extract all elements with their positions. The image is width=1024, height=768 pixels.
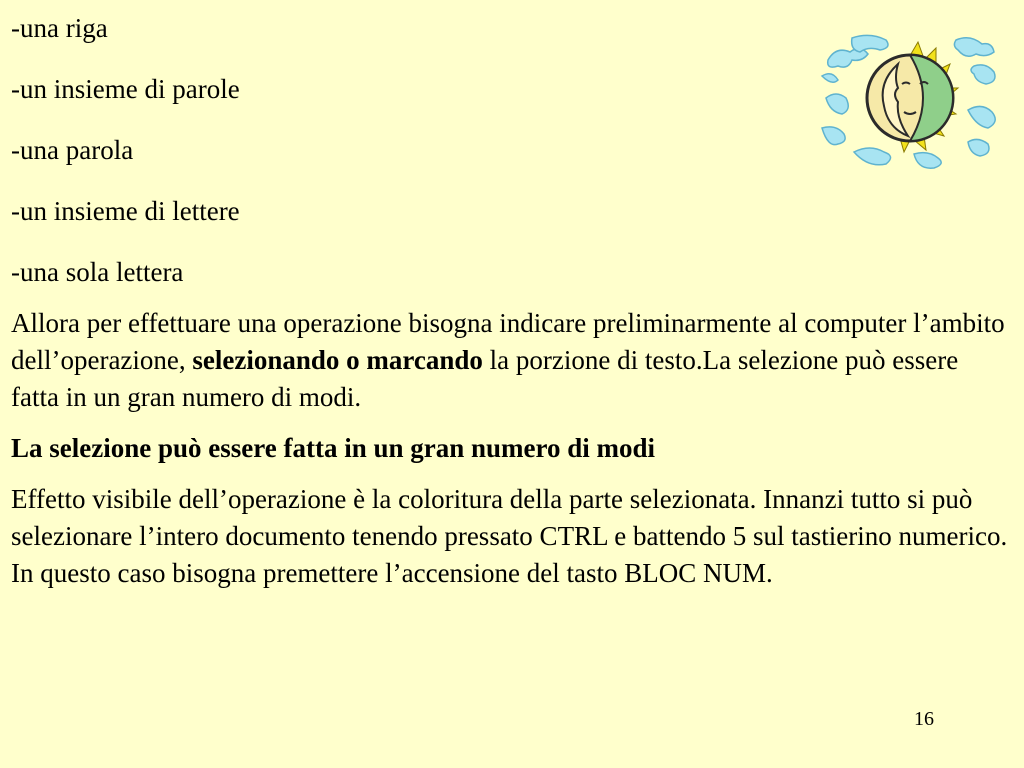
paragraph-intro-end: la porzione di testo.La selezione può essere fatta in un gran numero di modi. xyxy=(11,345,959,412)
paragraph-intro xyxy=(11,305,1011,416)
list-item: -una riga xyxy=(11,13,108,43)
paragraph-intro-bold: selezionando o marcando xyxy=(192,345,483,375)
page-number: 16 xyxy=(914,708,934,730)
paragraph-intro-start: Allora per effettuare una operazione bisogna indicare preliminarmente al computer l’ambito dell’operazione, xyxy=(11,308,1005,375)
sun-moon-icon xyxy=(818,32,1004,170)
list-item: -una parola xyxy=(11,135,134,165)
list-item: -un insieme di parole xyxy=(11,74,240,104)
bold-heading: La selezione può essere fatta in un gran numero di modi xyxy=(11,433,656,463)
list-item: -un insieme di lettere xyxy=(11,196,240,226)
list-item: -una sola lettera xyxy=(11,257,184,287)
paragraph-effect: Effetto visibile dell’operazione è la coloritura della parte selezionata. Innanzi tutto si può selezionare l’intero documento tenendo pressato CTRL e battendo 5 sul tastierino numerico. In questo caso bisogna premettere l’accensione del tasto BLOC NUM. xyxy=(11,484,1008,588)
